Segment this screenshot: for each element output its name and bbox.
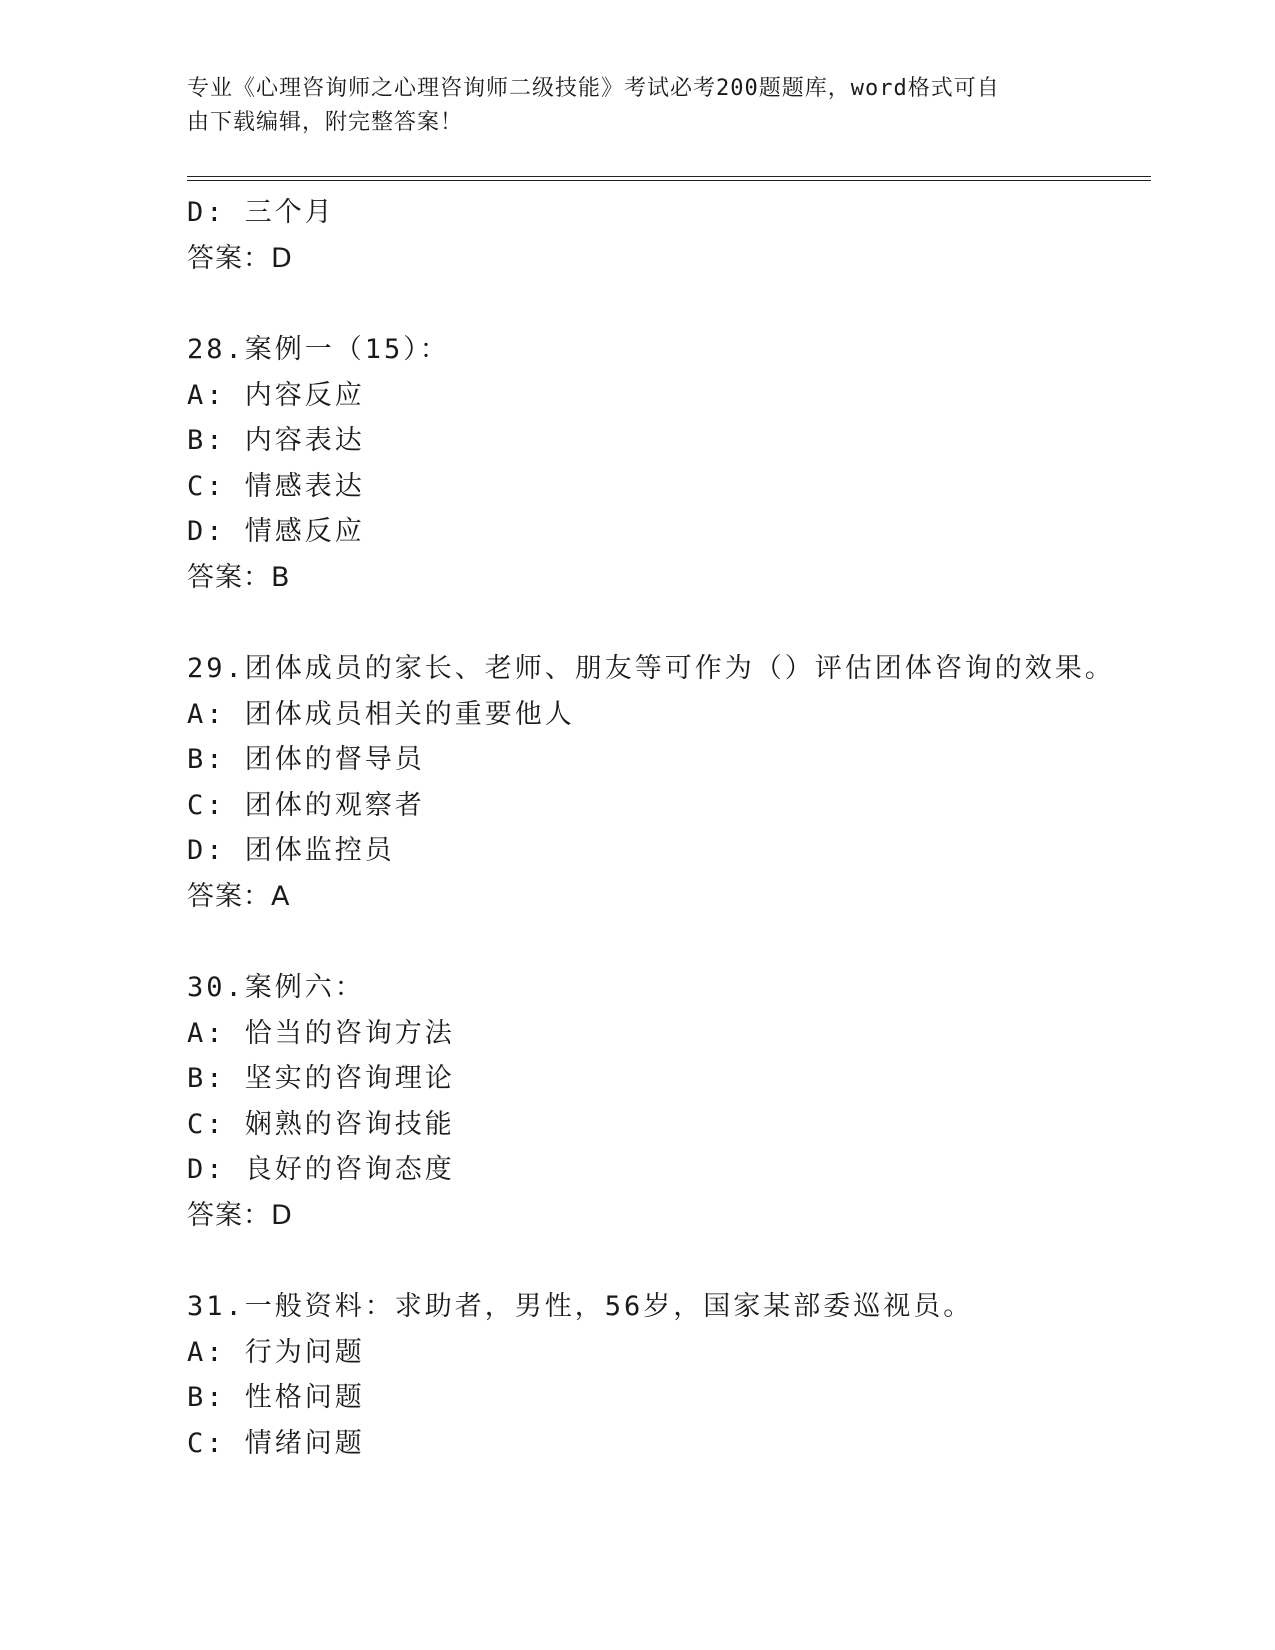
option-b: B: 团体的督导员 — [187, 744, 425, 775]
question-29 — [187, 646, 1151, 919]
header-line-2: 由下载编辑，附完整答案！ — [187, 110, 464, 135]
option-a: A: 行为问题 — [187, 1336, 365, 1368]
document-header — [187, 72, 1067, 140]
option-a: A: 内容反应 — [187, 379, 365, 411]
question-stem: 28.案例一（15）： — [187, 334, 450, 365]
question-list — [187, 190, 1151, 1466]
question-31 — [187, 1284, 1151, 1466]
option-a: A: 团体成员相关的重要他人 — [187, 698, 575, 730]
header-line-1: 专业《心理咨询师之心理咨询师二级技能》考试必考200题题库，word格式可自 — [187, 76, 1000, 101]
question-30 — [187, 965, 1151, 1238]
answer-line: 答案：D — [187, 242, 293, 274]
question-28 — [187, 327, 1151, 600]
option-b: B: 内容表达 — [187, 425, 365, 456]
question-stem: 29.团体成员的家长、老师、朋友等可作为（）评估团体咨询的效果。 — [187, 653, 1115, 684]
question-stem: 31.一般资料：求助者，男性，56岁，国家某部委巡视员。 — [187, 1291, 974, 1322]
option-b: B: 坚实的咨询理论 — [187, 1063, 455, 1094]
option-c: C: 团体的观察者 — [187, 789, 425, 821]
answer-line: 答案：B — [187, 561, 291, 593]
option-c: C: 娴熟的咨询技能 — [187, 1108, 455, 1140]
option-d: D: 三个月 — [187, 197, 335, 228]
option-d: D: 团体监控员 — [187, 835, 395, 866]
answer-line: 答案：D — [187, 1199, 293, 1231]
option-b: B: 性格问题 — [187, 1382, 365, 1413]
option-a: A: 恰当的咨询方法 — [187, 1017, 455, 1049]
option-d: D: 情感反应 — [187, 516, 365, 547]
option-c: C: 情绪问题 — [187, 1427, 365, 1459]
header-divider — [187, 176, 1151, 181]
option-c: C: 情感表达 — [187, 470, 365, 502]
question-stem: 30.案例六： — [187, 972, 365, 1003]
option-d: D: 良好的咨询态度 — [187, 1154, 455, 1185]
answer-line: 答案：A — [187, 880, 291, 912]
